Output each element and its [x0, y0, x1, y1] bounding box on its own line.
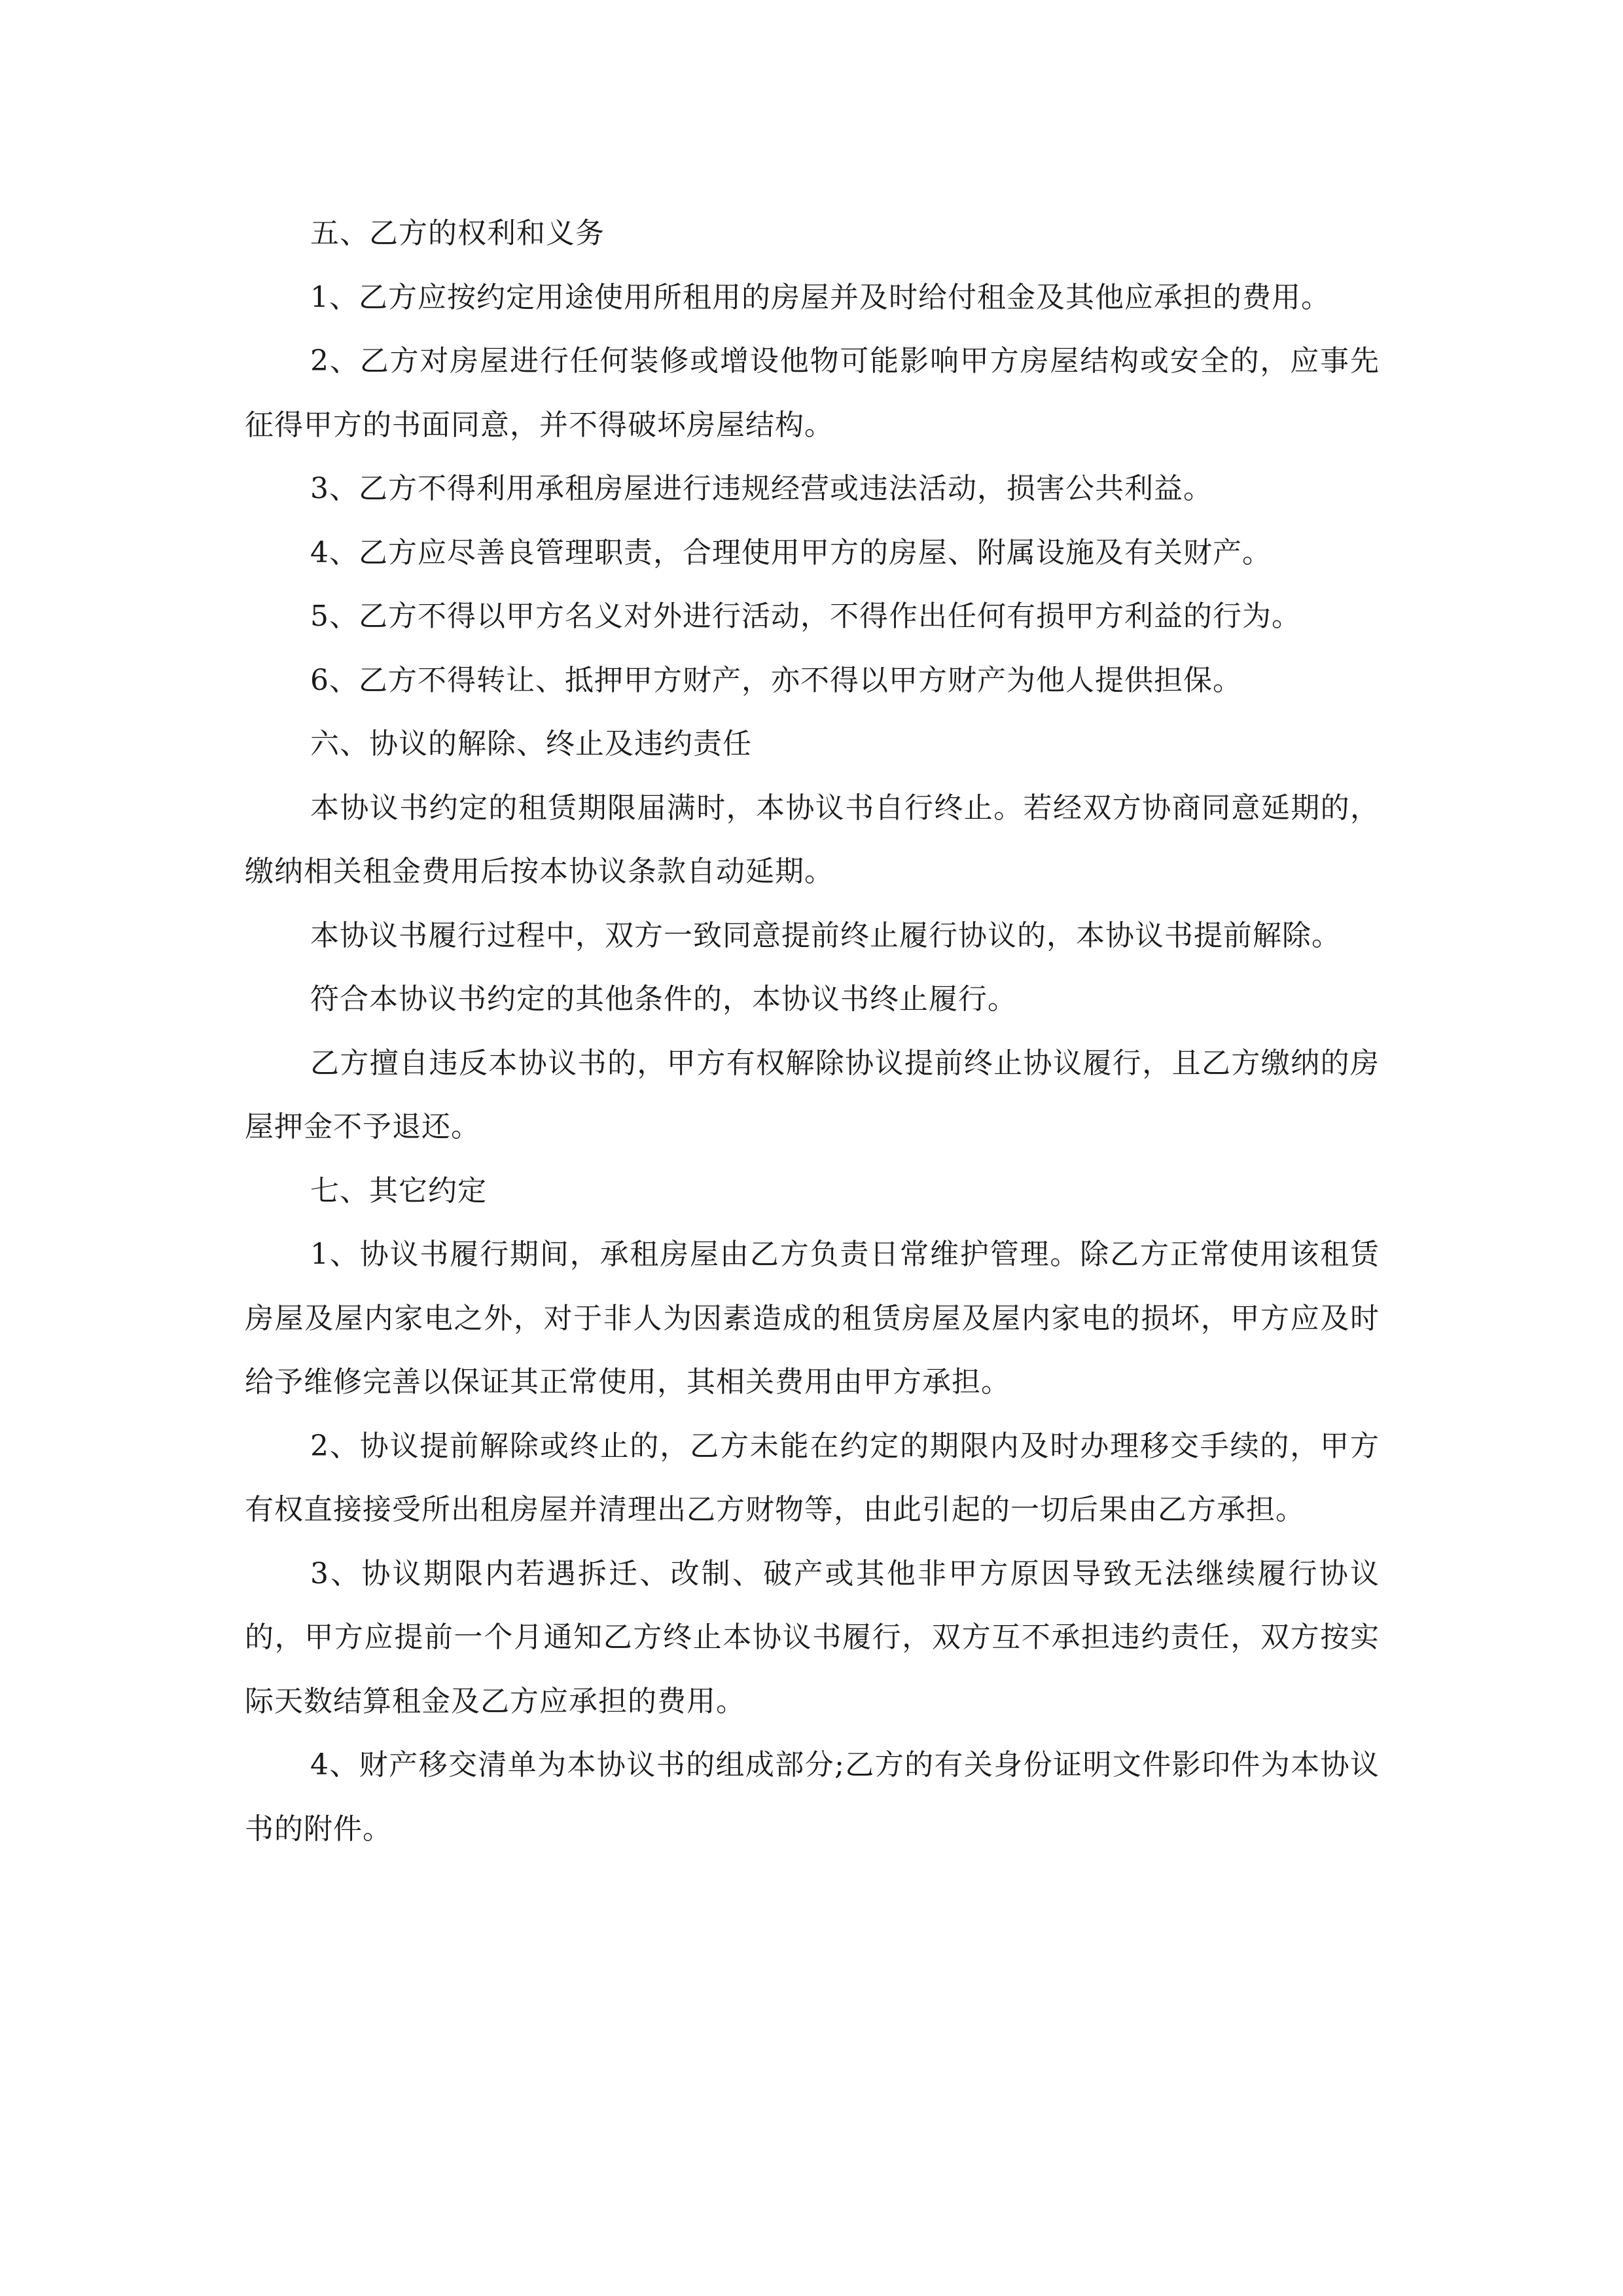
clause-5-5: 5、乙方不得以甲方名义对外进行活动，不得作出任何有损甲方利益的行为。 [310, 600, 1301, 633]
clause-7-1: 1、协议书履行期间，承租房屋由乙方负责日常维护管理。除乙方正常使用该租赁房屋及屋内家电之外，对于非人为因素造成的租赁房屋及屋内家电的损坏，甲方应及时给予维修完善以保证其正常使用，其相关费用由甲方承担。 [245, 1238, 1380, 1399]
clause-7-4: 4、财产移交清单为本协议书的组成部分;乙方的有关身份证明文件影印件为本协议书的附件。 [245, 1748, 1380, 1846]
clause-5-2: 2、乙方对房屋进行任何装修或增设他物可能影响甲方房屋结构或安全的，应事先征得甲方的书面同意，并不得破坏房屋结构。 [245, 344, 1380, 442]
clause-5-4: 4、乙方应尽善良管理职责，合理使用甲方的房屋、附属设施及有关财产。 [310, 535, 1272, 569]
clause-7-3: 3、协议期限内若遇拆迁、改制、破产或其他非甲方原因导致无法继续履行协议的，甲方应提前一个月通知乙方终止本协议书履行，双方互不承担违约责任，双方按实际天数结算租金及乙方应承担的费用。 [245, 1556, 1380, 1718]
document-body [245, 202, 1380, 1861]
clause-6-1: 本协议书约定的租赁期限届满时，本协议书自行终止。若经双方协商同意延期的，缴纳相关租金费用后按本协议条款自动延期。 [245, 791, 1380, 888]
section-heading-6: 六、协议的解除、终止及违约责任 [310, 727, 752, 761]
clause-7-2: 2、协议提前解除或终止的，乙方未能在约定的期限内及时办理移交手续的，甲方有权直接接受所出租房屋并清理出乙方财物等，由此引起的一切后果由乙方承担。 [245, 1429, 1380, 1526]
clause-5-6: 6、乙方不得转让、抵押甲方财产，亦不得以甲方财产为他人提供担保。 [310, 663, 1242, 697]
clause-5-1: 1、乙方应按约定用途使用所租用的房屋并及时给付租金及其他应承担的费用。 [310, 280, 1330, 314]
section-heading-7: 七、其它约定 [310, 1174, 487, 1208]
clause-6-4: 乙方擅自违反本协议书的，甲方有权解除协议提前终止协议履行，且乙方缴纳的房屋押金不予退还。 [245, 1046, 1380, 1143]
section-heading-5: 五、乙方的权利和义务 [310, 217, 605, 250]
clause-5-3: 3、乙方不得利用承租房屋进行违规经营或违法活动，损害公共利益。 [310, 472, 1213, 505]
clause-6-2: 本协议书履行过程中，双方一致同意提前终止履行协议的，本协议书提前解除。 [310, 918, 1341, 952]
clause-6-3: 符合本协议书约定的其他条件的，本协议书终止履行。 [310, 982, 1017, 1016]
